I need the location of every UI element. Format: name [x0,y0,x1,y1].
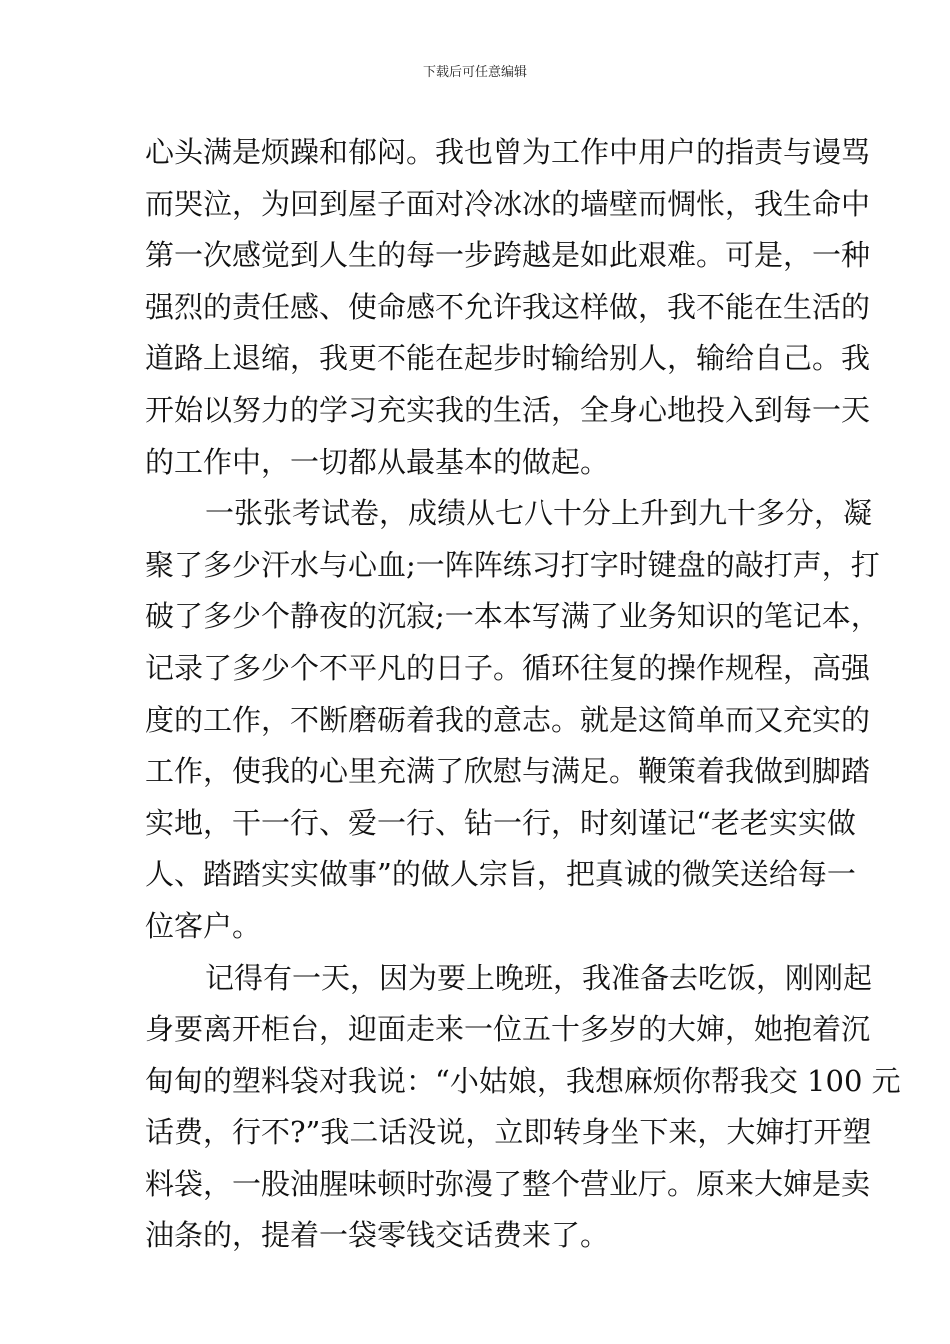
text-line: 聚了多少汗水与心血;一阵阵练习打字时键盘的敲打声，打 [145,547,880,582]
text-line: 心头满是烦躁和郁闷。我也曾为工作中用户的指责与谩骂 [145,135,871,169]
text-line: 而哭泣，为回到屋子面对冷冰冰的墙壁而惆怅，我生命中 [145,186,871,221]
text-line: 身要离开柜台，迎面走来一位五十多岁的大婶，她抱着沉 [145,1012,871,1047]
text-line: 记得有一天，因为要上晚班，我准备去吃饭，刚刚起 [205,960,873,995]
text-line: 道路上退缩，我更不能在起步时输给别人，输给自己。我 [145,341,871,376]
text-line: 的工作中，一切都从最基本的做起。 [145,444,610,479]
text-line: 甸甸的塑料袋对我说：“小姑娘，我想麻烦你帮我交 100 元 [145,1063,901,1098]
text-line: 实地，干一行、爱一行、钻一行，时刻谨记“老老实实做 [145,805,856,840]
text-line: 人、踏踏实实做事”的做人宗旨，把真诚的微笑送给每一 [145,857,856,892]
text-line: 破了多少个静夜的沉寂;一本本写满了业务知识的笔记本， [145,599,880,634]
text-line: 一张张考试卷，成绩从七八十分上升到九十多分，凝 [205,496,873,531]
text-line: 第一次感觉到人生的每一步跨越是如此艰难。可是，一种 [145,238,871,273]
text-line: 料袋，一股油腥味顿时弥漫了整个营业厅。原来大婶是卖 [145,1166,871,1201]
text-line: 强烈的责任感、使命感不允许我这样做，我不能在生活的 [145,289,871,324]
text-line: 位客户。 [145,908,262,943]
text-line: 度的工作，不断磨砺着我的意志。就是这简单而又充实的 [145,702,871,737]
text-line: 话费，行不?”我二话没说，立即转身坐下来，大婶打开塑 [145,1115,872,1150]
page-header: 下载后可任意编辑 [422,65,527,80]
text-line: 记录了多少个不平凡的日子。循环往复的操作规程，高强 [145,650,871,685]
text-line: 油条的，提着一袋零钱交话费来了。 [145,1218,610,1253]
text-line: 开始以努力的学习充实我的生活，全身心地投入到每一天 [145,392,871,427]
text-line: 工作，使我的心里充满了欣慰与满足。鞭策着我做到脚踏 [145,754,871,789]
document-body [145,127,901,1262]
